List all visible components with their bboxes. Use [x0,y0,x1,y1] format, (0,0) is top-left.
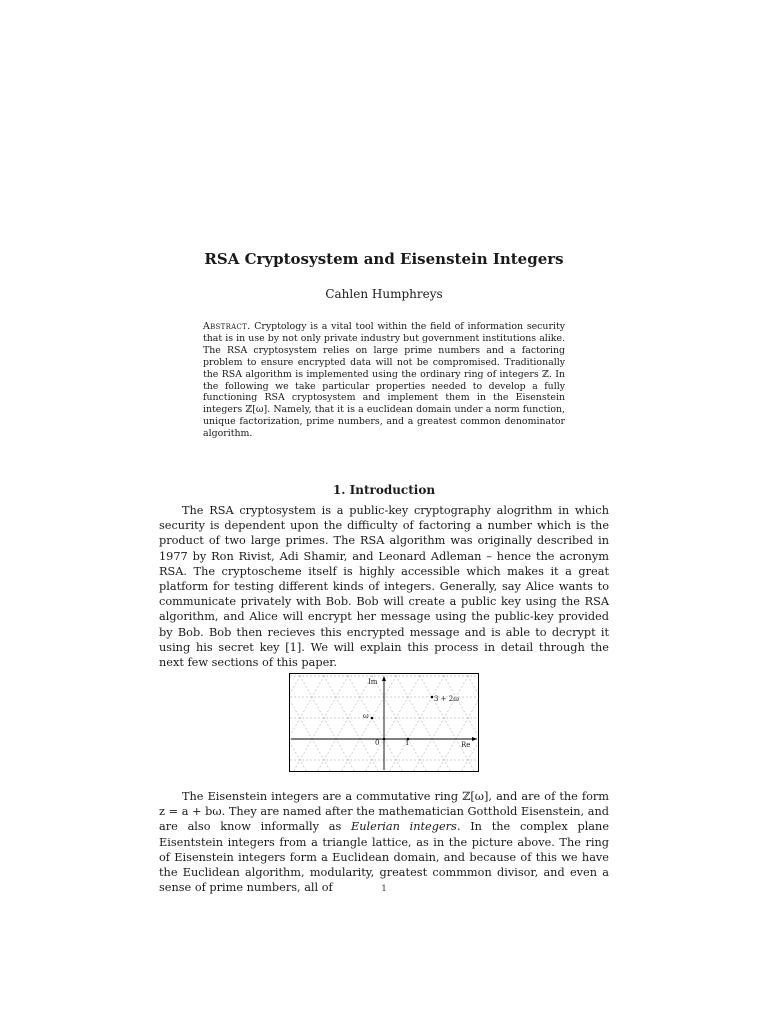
re-label: Re [461,741,471,749]
paragraph2-part1: The Eisenstein integers are a commutative ring ℤ[ω], and are of the form z = a + bω. They are named after the mathematician Gotthold Eisenstein, and are also know informally as [159,790,609,834]
paper-title: RSA Cryptosystem and Eisenstein Integers [204,250,564,268]
omega-point [371,717,374,720]
omega-label: ω [363,712,369,720]
page-number: 1 [381,884,387,893]
one-label: 1 [405,739,410,747]
point-3-2omega [431,696,434,699]
lattice-plot [289,673,479,772]
author-name: Cahlen Humphreys [325,287,443,301]
paragraph2-part2: . In the complex plane Eisentstein integers from a triangle lattice, as in the picture above. The ring of Eisenstein integers form a Euclidean domain, and because of this we have the Euclidean algorithm, modularity, greatest commmon divisor, and even a sense of prime numbers, all of [159,820,609,895]
im-label: Im [368,678,378,686]
section-heading: 1. Introduction [332,483,436,497]
abstract-label: Abstract. [203,321,251,332]
eisenstein-paragraph [159,789,609,895]
abstract [203,321,565,440]
eisenstein-lattice-figure [289,673,479,772]
origin-label: 0 [375,739,380,747]
point-label: 3 + 2ω [434,695,459,703]
intro-paragraph: The RSA cryptosystem is a public-key cryptography alogrithm in which security is dependent upon the difficulty of factoring a number which is the product of two large primes. The RSA algorithm was originally described in 1977 by Ron Rivist, Adi Shamir, and Leonard Adleman – hence the acronym RSA. The cryptoscheme itself is highly accessible which makes it a great platform for testing different kinds of integers. Generally, say Alice wants to communicate privately with Bob. Bob will create a public key using the RSA algorithm, and Alice will encrypt her message using the public-key provided by Bob. Bob then recieves this encrypted message and is able to decrypt it using his secret key [1]. We will explain this process in detail through the next few sections of this paper. [159,504,609,670]
paragraph2-emphasis: Eulerian integers [351,820,457,834]
abstract-text: Cryptology is a vital tool within the field of information security that is in use by not only private industry but government institutions alike. The RSA cryptosystem relies on large prime numbers and a factoring problem to ensure encrypted data will not be compromised. Traditionally the RSA algorithm is implemented using the ordinary ring of integers ℤ. In the following we take particular properties needed to develop a fully functioning RSA cryptosystem and implement them in the Eisenstein integers ℤ[ω]. Namely, that it is a euclidean domain under a norm function, unique factorization, prime numbers, and a greatest common denominator algorithm. [203,321,566,440]
origin-point [383,738,386,741]
